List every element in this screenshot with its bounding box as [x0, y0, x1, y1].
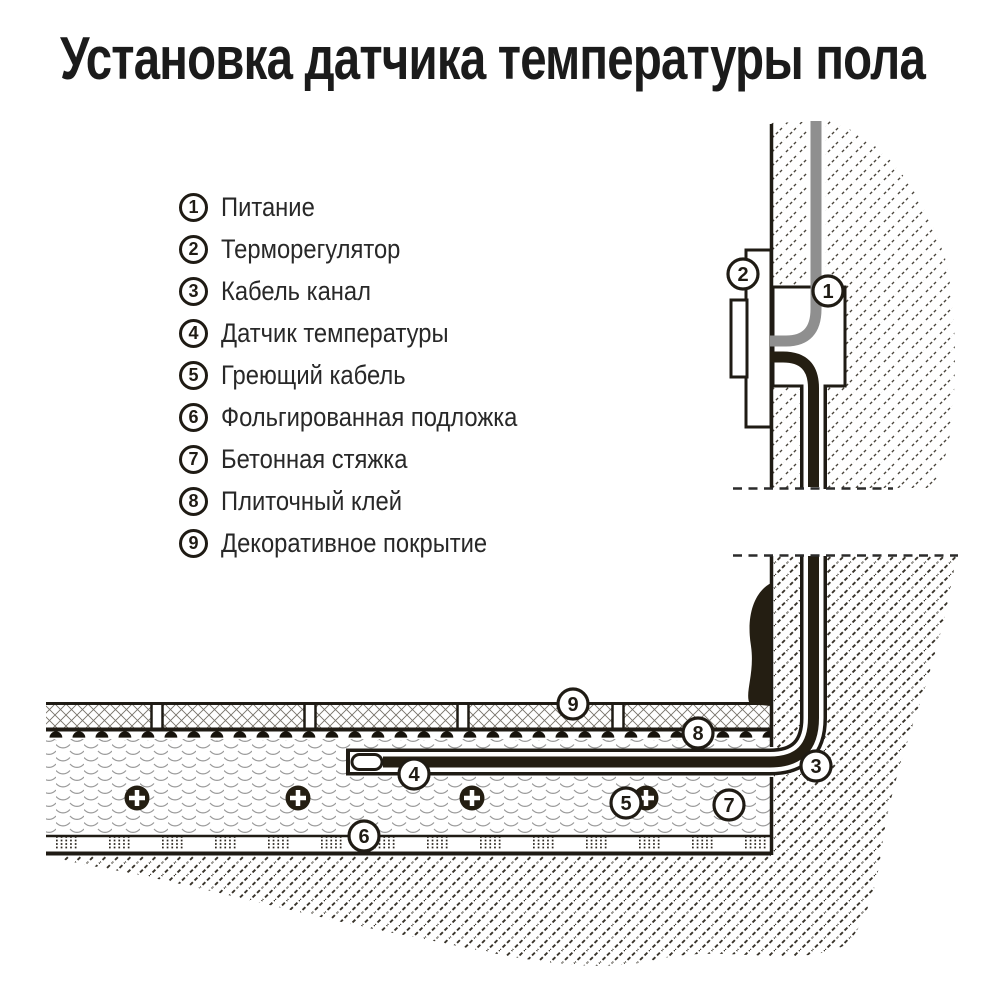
heating-cable-section: [286, 786, 311, 811]
legend-item-label: Питание: [221, 192, 315, 222]
upper-wall: [731, 121, 955, 489]
svg-text:6: 6: [358, 826, 370, 848]
svg-text:8: 8: [692, 723, 704, 745]
svg-text:9: 9: [567, 694, 579, 716]
legend-num-circle: 1: [179, 193, 208, 222]
svg-text:3: 3: [810, 756, 822, 778]
tile-joint: [305, 703, 316, 729]
wall-corner-sealant: [748, 583, 771, 706]
legend-num-circle: 9: [179, 529, 208, 558]
legend-item-label: Греющий кабель: [221, 360, 406, 390]
svg-text:5: 5: [620, 793, 632, 815]
svg-text:2: 2: [737, 264, 749, 286]
callout-5: [611, 788, 641, 818]
legend-item-label: Фольгированная подложка: [221, 402, 518, 432]
thermostat-front: [731, 300, 747, 377]
wall-break-gap: [730, 490, 975, 554]
callout-2: [728, 259, 758, 289]
legend-item-label: Декоративное покрытие: [221, 528, 488, 558]
tile-joint: [613, 703, 624, 729]
legend-num-circle: 8: [179, 487, 208, 516]
legend-num-circle: 4: [179, 319, 208, 348]
legend-num-circle: 7: [179, 445, 208, 474]
callout-8: [683, 718, 713, 748]
svg-text:7: 7: [723, 795, 735, 817]
floor-layers: [46, 556, 814, 855]
legend-item-label: Бетонная стяжка: [221, 444, 408, 474]
tile-joint: [458, 703, 469, 729]
svg-text:1: 1: [822, 281, 834, 303]
foil-underlay-layer: [46, 837, 772, 853]
tile-joint: [152, 703, 163, 729]
callout-1: [813, 276, 843, 306]
legend-item-label: Плиточный клей: [221, 486, 402, 516]
svg-text:4: 4: [408, 764, 420, 786]
legend-num-circle: 6: [179, 403, 208, 432]
legend-num-circle: 3: [179, 277, 208, 306]
page-title: Установка датчика температуры пола: [60, 25, 926, 92]
callout-9: [558, 689, 588, 719]
callout-7: [714, 790, 744, 820]
temperature-sensor: [352, 755, 382, 770]
legend-item-label: Кабель канал: [221, 276, 371, 306]
legend-item-label: Датчик температуры: [221, 318, 449, 348]
callout-6: [349, 821, 379, 851]
tile-adhesive-layer: [46, 732, 772, 741]
legend-item-label: Терморегулятор: [221, 234, 401, 264]
heating-cable-section: [460, 786, 485, 811]
legend-num-circle: 5: [179, 361, 208, 390]
legend-num-circle: 2: [179, 235, 208, 264]
callout-3: [801, 751, 831, 781]
heating-cable-section: [125, 786, 150, 811]
wall-break: [730, 489, 975, 556]
callout-4: [399, 759, 429, 789]
